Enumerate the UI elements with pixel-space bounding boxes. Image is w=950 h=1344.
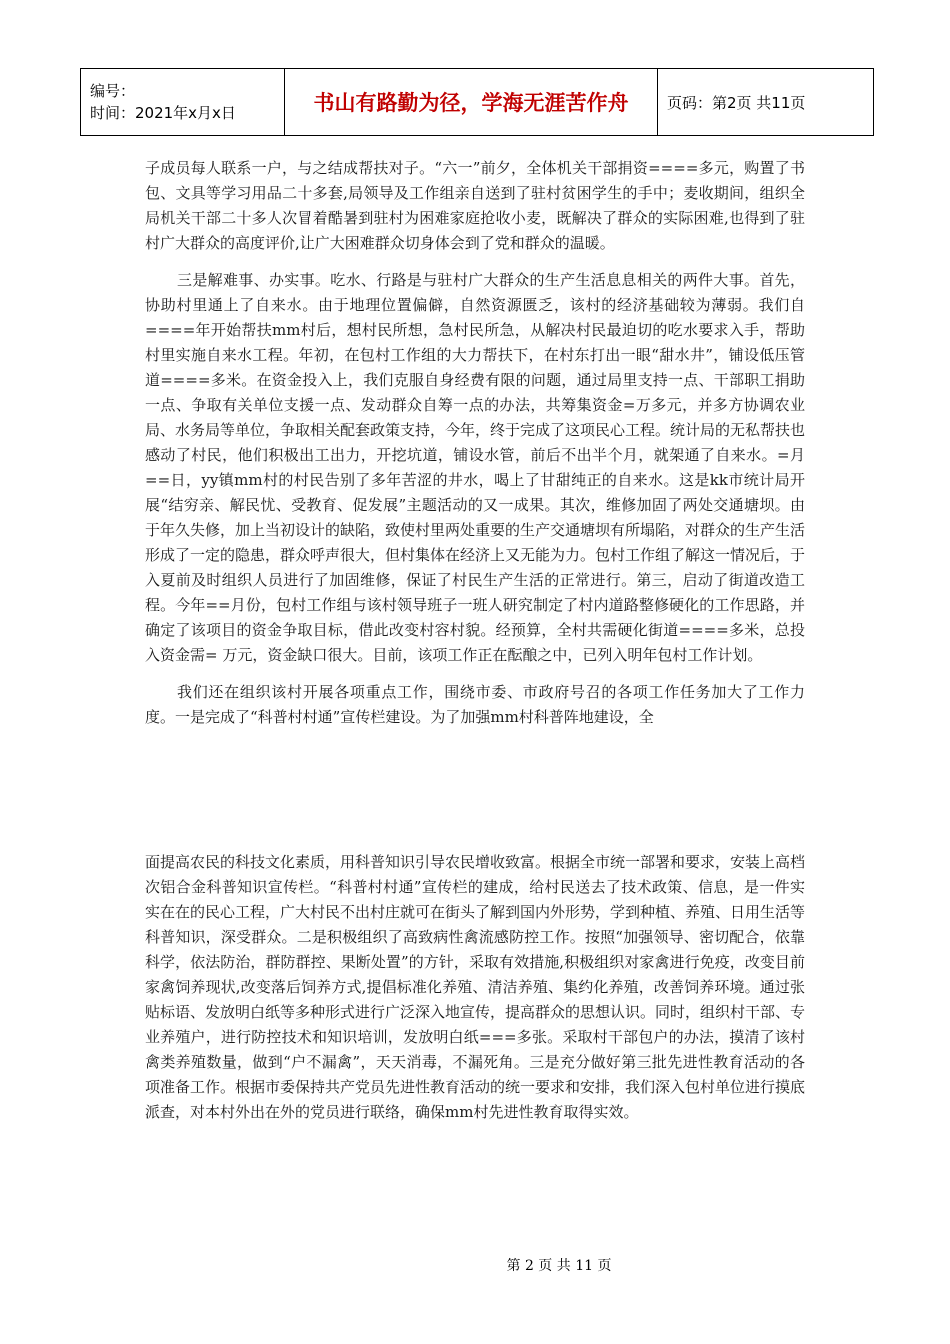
header-page-cell <box>658 69 874 136</box>
header-motto-cell <box>285 69 658 136</box>
body-paragraph: 子成员每人联系一户，与之结成帮扶对子。“六一”前夕，全体机关干部捐资====多元，购置了书包、文具等学习用品二十多套,局领导及工作组亲自送到了驻村贫困学生的手中；麦收期间，组织全局机关干部二十多人次冒着酷暑到驻村为困难家庭抢收小麦，既解决了群众的实际困难,也得到了驻村广大群众的高度评价,让广大困难群众切身体会到了党和群众的温暖。 <box>145 159 805 252</box>
page-footer <box>0 1255 950 1275</box>
document-number-label: 编号： <box>90 82 136 100</box>
footer-page-number: 第 2 页 共 11 页 <box>506 1258 612 1274</box>
document-header <box>80 68 874 136</box>
body-paragraph: 我们还在组织该村开展各项重点工作，围绕市委、市政府号召的各项工作任务加大了工作力度。一是完成了“科普村村通”宣传栏建设。为了加强mm村科普阵地建设，全 <box>145 683 805 726</box>
header-meta-cell <box>81 69 285 136</box>
header-page-info: 页码：第2页 共11页 <box>667 93 806 112</box>
body-paragraph: 面提高农民的科技文化素质，用科普知识引导农民增收致富。根据全市统一部署和要求，安装上高档次铝合金科普知识宣传栏。“科普村村通”宣传栏的建成，给村民送去了技术政策、信息，是一件实实在在的民心工程，广大村民不出村庄就可在街头了解到国内外形势，学到种植、养殖、日用生活等科普知识，深受群众。二是积极组织了高致病性禽流感防控工作。按照“加强领导、密切配合，依靠科学，依法防治，群防群控、果断处置”的方针，采取有效措施,积极组织对家禽进行免疫，改变目前家禽饲养现状,改变落后饲养方式,提倡标准化养殖、清洁养殖、集约化养殖，改善饲养环境。通过张贴标语、发放明白纸等多种形式进行广泛深入地宣传，提高群众的思想认识。同时，组织村干部、专业养殖户，进行防控技术和知识培训，发放明白纸===多张。采取村干部包户的办法，摸清了该村禽类养殖数量，做到“户不漏禽”，天天消毒，不漏死角。三是充分做好第三批先进性教育活动的各项准备工作。根据市委保持共产党员先进性教育活动的统一要求和安排，我们深入包村单位进行摸底派查，对本村外出在外的党员进行联络，确保mm村先进性教育取得实效。 <box>145 853 806 1121</box>
header-motto: 书山有路勤为径，学海无涯苦作舟 <box>313 91 629 115</box>
body-paragraph: 三是解难事、办实事。吃水、行路是与驻村广大群众的生产生活息息相关的两件大事。首先，协助村里通上了自来水。由于地理位置偏僻，自然资源匮乏，该村的经济基础较为薄弱。我们自====年开始帮扶mm村后，想村民所想，急村民所急，从解决村民最迫切的吃水要求入手，帮助村里实施自来水工程。年初，在包村工作组的大力帮扶下，在村东打出一眼“甜水井”，铺设低压管道====多米。在资金投入上，我们克服自身经费有限的问题，通过局里支持一点、干部职工捐助一点、争取有关单位支援一点、发动群众自筹一点的办法，共筹集资金=万多元，并多方协调农业局、水务局等单位，争取相关配套政策支持，今年，终于完成了这项民心工程。统计局的无私帮扶也感动了村民，他们积极出工出力，开挖坑道，铺设水管，前后不出半个月，就架通了自来水。=月==日，yy镇mm村的村民告别了多年苦涩的井水，喝上了甘甜纯正的自来水。这是kk市统计局开展“结穷亲、解民忧、受教育、促发展”主题活动的又一成果。其次，维修加固了两处交通塘坝。由于年久失修，加上当初设计的缺陷，致使村里两处重要的生产交通塘坝有所塌陷，对群众的生产生活形成了一定的隐患，群众呼声很大，但村集体在经济上又无能为力。包村工作组了解这一情况后，于入夏前及时组织人员进行了加固维修，保证了村民生产生活的正常进行。第三，启动了街道改造工程。今年==月份，包村工作组与该村领导班子一班人研究制定了村内道路整修硬化的工作思路，并确定了该项目的资金争取目标，借此改变村容村貌。经预算，全村共需硬化街道====多米，总投入资金需= 万元，资金缺口很大。目前，该项工作正在酝酿之中，已列入明年包村工作计划。 <box>145 271 806 664</box>
body-text-block-1 <box>145 156 805 730</box>
document-time-label: 时间：2021年x月x日 <box>90 104 236 122</box>
body-text-block-2 <box>145 850 805 1125</box>
